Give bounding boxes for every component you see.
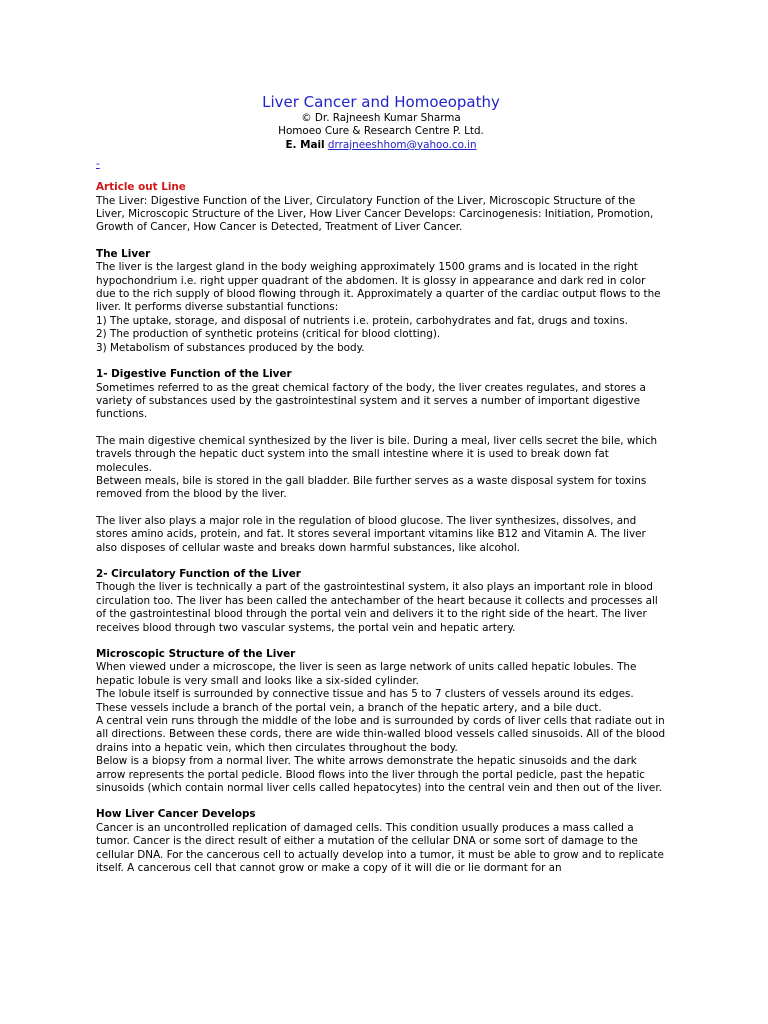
digestive-paragraph: Between meals, bile is stored in the gall bladder. Bile further serves as a waste disposal system for toxins removed from the blood by the liver. — [96, 474, 647, 501]
outline-heading: Article out Line — [96, 181, 186, 194]
section-heading-the-liver: The Liver — [96, 247, 151, 260]
digestive-paragraph: The main digestive chemical synthesized by the liver is bile. During a meal, liver cells secret the bile, which travels through the hepatic duct system into the small intestine where it is used to break down fat molecules. — [96, 434, 658, 474]
microscopic-paragraph: When viewed under a microscope, the liver is seen as large network of units called hepatic lobules. The hepatic lobule is very small and looks like a six-sided cylinder. — [96, 661, 637, 687]
digestive-paragraph: Sometimes referred to as the great chemical factory of the body, the liver creates regulates, and stores a variety of substances used by the gastrointestinal system and it serves a number of important digestive functions. — [96, 381, 646, 421]
microscopic-paragraph: The lobule itself is surrounded by connective tissue and has 5 to 7 clusters of vessels around its edges. These vessels include a branch of the portal vein, a branch of the hepatic artery, and a bile duct. — [96, 688, 634, 714]
develops-text: Cancer is an uncontrolled replication of damaged cells. This condition usually produces a mass called a tumor. Cancer is the direct result of either a mutation of the cellular DNA or some sort of damage to the cellular DNA. For the cancerous cell to actually develop into a tumor, it must be able to grow and to replicate itself. A cancerous cell that cannot grow or make a copy of it will die or lie dormant for an — [96, 821, 664, 875]
document-title: Liver Cancer and Homoeopathy — [262, 93, 500, 111]
section-heading-develops: How Liver Cancer Develops — [96, 808, 256, 821]
section-heading-digestive: 1- Digestive Function of the Liver — [96, 368, 292, 381]
list-item: 1) The uptake, storage, and disposal of nutrients i.e. protein, carbohydrates and fat, drugs and toxins. — [96, 314, 628, 327]
outline-text: The Liver: Digestive Function of the Liver, Circulatory Function of the Liver, Microscopic Structure of the Liver, Microscopic Structure of the Liver, How Liver Cancer Develops: Carcinogenesis: Initiation, Promotion, Growth of Cancer, How Cancer is Detected, Treatment of Liver Cancer. — [96, 194, 654, 234]
email-line — [96, 139, 666, 152]
microscopic-paragraph: Below is a biopsy from a normal liver. The white arrows demonstrate the hepatic sinusoids and the dark arrow represents the portal pedicle. Blood flows into the liver through the portal pedicle, past the hepatic sinusoids (which contain normal liver cells called hepatocytes) into the central vein and then out of the liver. — [96, 755, 662, 795]
separator-dash: - — [96, 158, 100, 171]
list-item: 2) The production of synthetic proteins (critical for blood clotting). — [96, 328, 441, 341]
email-link[interactable]: drrajneeshhom@yahoo.co.in — [327, 138, 477, 151]
list-item: 3) Metabolism of substances produced by the body. — [96, 341, 365, 354]
circulatory-text: Though the liver is technically a part of the gastrointestinal system, it also plays an important role in blood circulation too. The liver has been called the antechamber of the heart because it collects and processes all of the gastrointestinal blood through the portal vein and delivers it to the right side of the heart. The liver receives blood through two vascular systems, the portal vein and hepatic artery. — [96, 581, 658, 634]
section-heading-circulatory: 2- Circulatory Function of the Liver — [96, 567, 301, 580]
document-page — [96, 92, 666, 876]
email-label: E. Mail — [285, 138, 325, 151]
microscopic-paragraph: A central vein runs through the middle of the lobe and is surrounded by cords of liver cells that radiate out in all directions. Between these cords, there are wide thin-walled blood vessels called sinusoids. All of the blood drains into a hepatic vein, which then circulates throughout the body. — [96, 715, 666, 754]
organization-line: Homoeo Cure & Research Centre P. Ltd. — [278, 125, 484, 138]
author-line: © Dr. Rajneesh Kumar Sharma — [301, 112, 461, 124]
digestive-paragraph: The liver also plays a major role in the regulation of blood glucose. The liver synthesizes, dissolves, and stores amino acids, protein, and fat. It stores several important vitamins like B12 and Vitamin A. The liver also disposes of cellular waste and breaks down harmful substances, like alcohol. — [96, 514, 646, 554]
section-heading-microscopic: Microscopic Structure of the Liver — [96, 648, 296, 660]
the-liver-text: The liver is the largest gland in the body weighing approximately 1500 grams and is located in the right hypochondrium i.e. right upper quadrant of the abdomen. It is glossy in appearance and dark red in color due to the rich supply of blood flowing through it. Approximately a quarter of the cardiac output flows to the liver. It performs diverse substantial functions: — [96, 261, 661, 314]
